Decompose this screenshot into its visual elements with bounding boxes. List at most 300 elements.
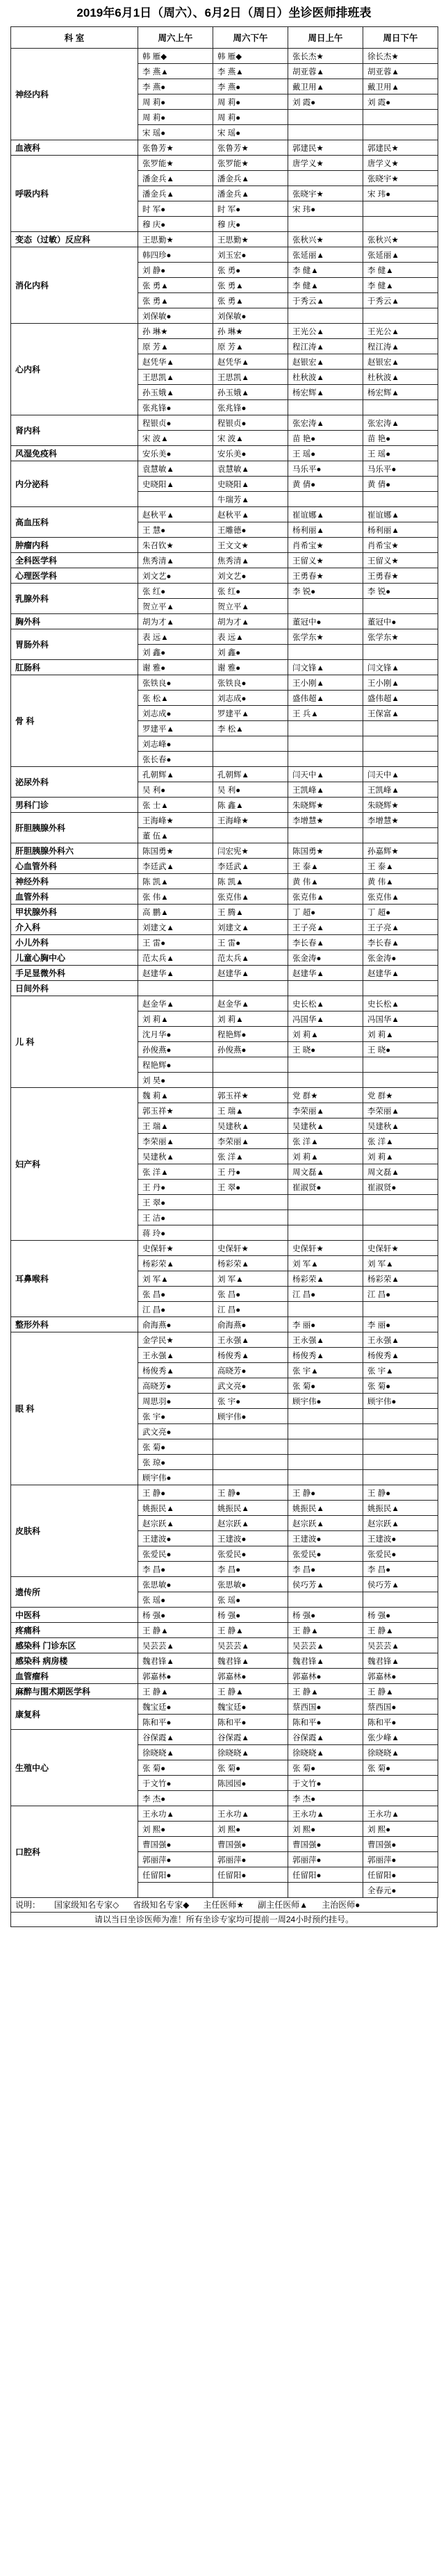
doctor-cell: 高 鹏▲ — [138, 905, 213, 920]
doctor-cell: 黄 倩● — [288, 477, 363, 492]
doctor-cell — [288, 1592, 363, 1608]
department-name: 泌尿外科 — [11, 767, 138, 798]
doctor-cell: 刘 鑫● — [138, 645, 213, 660]
department-name: 口腔科 — [11, 1806, 138, 1898]
doctor-cell: 谢 雅● — [213, 660, 288, 675]
doctor-cell: 杨彩荣▲ — [288, 1271, 363, 1287]
doctor-cell: 李增慧★ — [363, 813, 438, 828]
department-name: 皮肤科 — [11, 1485, 138, 1577]
doctor-cell: 于秀云▲ — [363, 293, 438, 308]
table-row — [11, 1608, 438, 1623]
doctor-cell: 魏君锋▲ — [138, 1653, 213, 1669]
doctor-cell: 杨彩荣▲ — [363, 1271, 438, 1287]
doctor-cell: 宋 瑶● — [213, 125, 288, 140]
doctor-cell: 杜秋波▲ — [288, 370, 363, 385]
doctor-cell: 赵银宏▲ — [363, 354, 438, 370]
doctor-cell — [363, 736, 438, 752]
doctor-cell: 赵建华▲ — [288, 966, 363, 981]
doctor-cell — [288, 645, 363, 660]
table-row — [11, 49, 438, 64]
doctor-cell: 张 菊● — [288, 1760, 363, 1776]
doctor-cell — [288, 125, 363, 140]
doctor-cell: 曹国强● — [363, 1837, 438, 1852]
doctor-cell: 王建波● — [138, 1531, 213, 1546]
doctor-cell: 李 松▲ — [213, 721, 288, 736]
legend-item: 主任医师★ — [203, 1900, 244, 1910]
doctor-cell: 张克伟▲ — [213, 889, 288, 905]
doctor-cell: 胡为才▲ — [213, 614, 288, 629]
doctor-cell: 崔淑贤● — [288, 1180, 363, 1195]
table-row — [11, 1332, 438, 1348]
department-name: 神经外科 — [11, 874, 138, 889]
doctor-cell — [138, 981, 213, 996]
table-row — [11, 889, 438, 905]
doctor-cell: 张 瑶● — [138, 1592, 213, 1608]
doctor-cell: 陈 鑫▲ — [213, 798, 288, 813]
doctor-cell — [288, 1210, 363, 1225]
doctor-cell: 赵宗跃▲ — [138, 1516, 213, 1531]
doctor-cell: 王 泰▲ — [363, 859, 438, 874]
table-row — [11, 614, 438, 629]
doctor-cell: 张学东★ — [363, 629, 438, 645]
doctor-cell — [363, 1302, 438, 1317]
doctor-cell — [363, 492, 438, 507]
doctor-cell: 王光公▲ — [288, 324, 363, 339]
doctor-cell: 范太兵▲ — [138, 950, 213, 966]
doctor-cell: 宋 玮● — [363, 186, 438, 201]
doctor-cell: 曹国强● — [288, 1837, 363, 1852]
doctor-cell — [363, 1455, 438, 1470]
doctor-cell: 吴建秋▲ — [138, 1149, 213, 1164]
doctor-cell: 陈 凯▲ — [138, 874, 213, 889]
doctor-cell: 李 健▲ — [288, 263, 363, 278]
doctor-cell: 张 松▲ — [138, 691, 213, 706]
doctor-cell: 刘建文▲ — [138, 920, 213, 935]
doctor-cell: 李廷武▲ — [213, 859, 288, 874]
doctor-cell: 刘 熙● — [213, 1822, 288, 1837]
doctor-cell — [213, 1057, 288, 1073]
doctor-cell: 郭建民★ — [363, 140, 438, 156]
doctor-cell — [213, 1225, 288, 1241]
doctor-cell: 于秀云▲ — [288, 293, 363, 308]
table-row — [11, 1485, 438, 1501]
table-row — [11, 843, 438, 859]
doctor-cell: 沈月华● — [138, 1027, 213, 1042]
legend-item: 省级知名专家◆ — [133, 1900, 190, 1910]
doctor-cell: 江 昌● — [288, 1287, 363, 1302]
doctor-cell: 侯巧芳▲ — [363, 1577, 438, 1592]
department-name: 生殖中心 — [11, 1730, 138, 1806]
doctor-cell — [363, 1195, 438, 1210]
doctor-cell: 张 勇▲ — [138, 293, 213, 308]
doctor-cell: 张长杰★ — [288, 49, 363, 64]
table-row — [11, 1088, 438, 1103]
doctor-cell: 李 昌● — [288, 1562, 363, 1577]
doctor-cell: 马乐平● — [288, 461, 363, 477]
doctor-cell: 张克伟▲ — [288, 889, 363, 905]
department-name: 眼 科 — [11, 1332, 138, 1485]
doctor-cell: 时 军● — [213, 201, 288, 217]
doctor-cell: 顾宇伟● — [288, 1394, 363, 1409]
table-row — [11, 1577, 438, 1592]
doctor-cell: 武文亮● — [213, 1378, 288, 1394]
doctor-cell: 崔淑贤● — [363, 1180, 438, 1195]
department-name: 康复科 — [11, 1699, 138, 1730]
doctor-cell: 杨俊秀▲ — [213, 1348, 288, 1363]
doctor-cell: 张 菊● — [363, 1760, 438, 1776]
doctor-cell: 李增慧★ — [288, 813, 363, 828]
doctor-cell — [288, 1195, 363, 1210]
doctor-cell: 闫文锋▲ — [288, 660, 363, 675]
department-name: 变态（过敏）反应科 — [11, 232, 138, 247]
department-name: 风湿免疫科 — [11, 446, 138, 461]
department-name: 血液科 — [11, 140, 138, 156]
doctor-cell: 刘 熙● — [288, 1822, 363, 1837]
doctor-cell: 董冠中● — [363, 614, 438, 629]
doctor-cell: 杨 强● — [288, 1608, 363, 1623]
doctor-cell: 王 翠● — [213, 1180, 288, 1195]
doctor-cell: 闫宏宪★ — [213, 843, 288, 859]
doctor-cell: 王 瑶● — [288, 446, 363, 461]
department-name: 儿 科 — [11, 996, 138, 1088]
doctor-cell: 唐学义★ — [288, 156, 363, 171]
doctor-cell: 张思敏● — [138, 1577, 213, 1592]
table-row — [11, 538, 438, 553]
doctor-cell: 王 雷● — [213, 935, 288, 950]
doctor-cell — [288, 1424, 363, 1439]
department-name: 胸外科 — [11, 614, 138, 629]
doctor-cell — [363, 1057, 438, 1073]
department-name: 遗传所 — [11, 1577, 138, 1608]
doctor-cell: 张 士▲ — [138, 798, 213, 813]
table-row — [11, 675, 438, 691]
doctor-cell: 孔朝辉▲ — [213, 767, 288, 782]
department-name: 儿童心胸中心 — [11, 950, 138, 966]
doctor-cell — [213, 1439, 288, 1455]
doctor-cell: 张 勇▲ — [213, 293, 288, 308]
doctor-cell — [363, 828, 438, 843]
doctor-cell: 王 瑞▲ — [213, 1103, 288, 1118]
doctor-cell: 张 琼● — [138, 1455, 213, 1470]
doctor-cell: 吴建秋▲ — [363, 1118, 438, 1134]
legend — [10, 1898, 438, 1913]
doctor-cell: 王永功▲ — [213, 1806, 288, 1822]
doctor-cell: 刘建文▲ — [213, 920, 288, 935]
doctor-cell: 董冠中● — [288, 614, 363, 629]
department-name: 小儿外科 — [11, 935, 138, 950]
department-name: 消化内科 — [11, 247, 138, 324]
doctor-cell — [288, 1455, 363, 1470]
doctor-cell: 苗 艳● — [288, 431, 363, 446]
doctor-cell: 张 宇▲ — [363, 1363, 438, 1378]
table-row — [11, 1806, 438, 1822]
table-row — [11, 996, 438, 1012]
doctor-cell: 孙 琳★ — [138, 324, 213, 339]
doctor-cell — [213, 1455, 288, 1470]
doctor-cell: 王 丹● — [138, 1180, 213, 1195]
doctor-cell: 任留阳● — [213, 1867, 288, 1883]
table-row — [11, 568, 438, 584]
doctor-cell: 张少峰▲ — [363, 1730, 438, 1745]
table-row — [11, 935, 438, 950]
doctor-cell: 原 芳▲ — [213, 339, 288, 354]
doctor-cell: 陈和平● — [288, 1715, 363, 1730]
doctor-cell: 任留阳● — [138, 1867, 213, 1883]
header-sat-pm: 周六下午 — [213, 27, 288, 49]
doctor-cell — [363, 1073, 438, 1088]
doctor-cell: 刘 莉▲ — [288, 1027, 363, 1042]
doctor-cell: 肖希宝★ — [288, 538, 363, 553]
department-name: 甲状腺外科 — [11, 905, 138, 920]
doctor-cell: 王勇春★ — [363, 568, 438, 584]
doctor-cell: 张 红● — [213, 584, 288, 599]
doctor-cell — [213, 1424, 288, 1439]
doctor-cell — [288, 1439, 363, 1455]
doctor-cell: 袁慧敏▲ — [138, 461, 213, 477]
doctor-cell: 刘 莉▲ — [363, 1149, 438, 1164]
doctor-cell — [288, 736, 363, 752]
doctor-cell: 李 燕● — [213, 79, 288, 94]
doctor-cell: 张 勇▲ — [138, 278, 213, 293]
doctor-cell: 王永强▲ — [288, 1332, 363, 1348]
department-name: 麻醉与围术期医学科 — [11, 1684, 138, 1699]
doctor-cell: 冯国华▲ — [288, 1012, 363, 1027]
doctor-cell: 王思凯▲ — [138, 370, 213, 385]
doctor-cell: 王小刚▲ — [363, 675, 438, 691]
doctor-cell: 焦秀清▲ — [138, 553, 213, 568]
doctor-cell: 陈国勇★ — [138, 843, 213, 859]
doctor-cell: 张兆锋● — [138, 400, 213, 415]
doctor-cell: 张罗能★ — [213, 156, 288, 171]
doctor-cell: 徐晓晓▲ — [363, 1745, 438, 1760]
table-row — [11, 813, 438, 828]
table-row — [11, 584, 438, 599]
doctor-cell: 闫文锋▲ — [363, 660, 438, 675]
doctor-cell: 赵银宏▲ — [288, 354, 363, 370]
doctor-cell: 王 静▲ — [288, 1684, 363, 1699]
table-row — [11, 920, 438, 935]
table-row — [11, 767, 438, 782]
doctor-cell: 程艳辉● — [138, 1057, 213, 1073]
doctor-cell: 刘 静● — [138, 263, 213, 278]
doctor-cell: 吴建秋▲ — [288, 1118, 363, 1134]
doctor-cell: 俞海燕● — [138, 1317, 213, 1332]
doctor-cell: 李 丽● — [288, 1317, 363, 1332]
table-row — [11, 874, 438, 889]
doctor-cell: 王永功▲ — [288, 1806, 363, 1822]
doctor-cell: 张铁良● — [213, 675, 288, 691]
doctor-cell: 孙玉娥▲ — [213, 385, 288, 400]
doctor-cell: 王凯峰▲ — [363, 782, 438, 798]
doctor-cell: 李 杰● — [288, 1791, 363, 1806]
doctor-cell: 王子亮▲ — [363, 920, 438, 935]
doctor-cell: 王留义★ — [288, 553, 363, 568]
doctor-cell — [288, 1409, 363, 1424]
department-name: 疼痛科 — [11, 1623, 138, 1638]
doctor-cell: 王 丹● — [213, 1164, 288, 1180]
doctor-cell: 张爱民● — [363, 1546, 438, 1562]
doctor-cell: 孙玉娥▲ — [138, 385, 213, 400]
doctor-cell — [363, 400, 438, 415]
doctor-cell: 范太兵▲ — [213, 950, 288, 966]
department-name: 心理医学科 — [11, 568, 138, 584]
department-name: 介入科 — [11, 920, 138, 935]
doctor-cell: 王 泰▲ — [288, 859, 363, 874]
doctor-cell: 周 莉● — [213, 94, 288, 110]
doctor-cell: 王永强▲ — [363, 1332, 438, 1348]
doctor-cell: 王 晓● — [288, 1042, 363, 1057]
doctor-cell — [363, 1470, 438, 1485]
doctor-cell: 魏君锋▲ — [363, 1653, 438, 1669]
table-row — [11, 232, 438, 247]
doctor-cell — [213, 1210, 288, 1225]
department-name: 心内科 — [11, 324, 138, 415]
doctor-cell: 李 燕▲ — [138, 64, 213, 79]
department-name: 肿瘤内科 — [11, 538, 138, 553]
table-row — [11, 1669, 438, 1684]
doctor-cell: 王 腾▲ — [213, 905, 288, 920]
doctor-cell: 刘 莉▲ — [363, 1027, 438, 1042]
doctor-cell: 张 伟▲ — [138, 889, 213, 905]
doctor-cell: 史保轩★ — [363, 1241, 438, 1256]
doctor-cell: 侯巧芳▲ — [288, 1577, 363, 1592]
department-name: 高血压科 — [11, 507, 138, 538]
doctor-cell: 宋 波▲ — [138, 431, 213, 446]
department-name: 肝胆胰腺外科 — [11, 813, 138, 843]
doctor-cell — [213, 1883, 288, 1898]
doctor-cell: 朱召钦★ — [138, 538, 213, 553]
doctor-cell: 全春元● — [363, 1883, 438, 1898]
doctor-cell: 赵金华▲ — [138, 996, 213, 1012]
header-sun-am: 周日上午 — [288, 27, 363, 49]
doctor-cell: 杨俊秀▲ — [363, 1348, 438, 1363]
table-row — [11, 247, 438, 263]
doctor-cell: 王 静▲ — [138, 1684, 213, 1699]
doctor-cell: 王 静● — [213, 1485, 288, 1501]
doctor-cell: 王 静▲ — [288, 1623, 363, 1638]
doctor-cell: 金学民★ — [138, 1332, 213, 1348]
table-row — [11, 461, 438, 477]
doctor-cell: 潘金兵▲ — [213, 171, 288, 186]
doctor-cell — [288, 752, 363, 767]
doctor-cell — [363, 645, 438, 660]
doctor-cell: 崔谊娜▲ — [363, 507, 438, 522]
doctor-cell: 程江涛▲ — [288, 339, 363, 354]
doctor-cell: 韩 雁◆ — [213, 49, 288, 64]
doctor-cell — [288, 1073, 363, 1088]
doctor-cell: 郭玉祥★ — [138, 1103, 213, 1118]
doctor-cell: 张 宇● — [213, 1394, 288, 1409]
doctor-cell: 孙嘉辉★ — [363, 843, 438, 859]
doctor-cell: 姚振民▲ — [363, 1501, 438, 1516]
doctor-cell: 李荣丽▲ — [288, 1103, 363, 1118]
doctor-cell: 王思勤★ — [138, 232, 213, 247]
doctor-cell: 王永强▲ — [138, 1348, 213, 1363]
doctor-cell: 刘 军▲ — [138, 1271, 213, 1287]
doctor-cell: 程艳辉● — [213, 1027, 288, 1042]
doctor-cell: 苗 艳● — [363, 431, 438, 446]
doctor-cell: 赵凭华▲ — [138, 354, 213, 370]
doctor-cell — [288, 1225, 363, 1241]
doctor-cell: 时 军● — [138, 201, 213, 217]
doctor-cell — [363, 1225, 438, 1241]
doctor-cell: 王 瑶● — [363, 446, 438, 461]
department-name: 乳腺外科 — [11, 584, 138, 614]
doctor-cell: 赵宗跃▲ — [363, 1516, 438, 1531]
doctor-cell: 王小刚▲ — [288, 675, 363, 691]
doctor-cell: 胡亚蓉▲ — [288, 64, 363, 79]
doctor-cell: 赵建华▲ — [213, 966, 288, 981]
doctor-cell: 宋 瑶● — [138, 125, 213, 140]
doctor-cell: 赵秋平▲ — [138, 507, 213, 522]
doctor-cell: 张金涛● — [363, 950, 438, 966]
doctor-cell: 杜秋波▲ — [363, 370, 438, 385]
doctor-cell: 陈和平● — [138, 1715, 213, 1730]
doctor-cell: 王建波● — [213, 1531, 288, 1546]
doctor-cell: 吴 利● — [213, 782, 288, 798]
department-name: 妇产科 — [11, 1088, 138, 1241]
doctor-cell: 杨 强● — [138, 1608, 213, 1623]
doctor-cell: 刘 莉▲ — [213, 1012, 288, 1027]
doctor-cell: 姚振民▲ — [138, 1501, 213, 1516]
doctor-cell — [288, 1057, 363, 1073]
doctor-cell: 原 芳▲ — [138, 339, 213, 354]
doctor-cell: 胡亚蓉▲ — [363, 64, 438, 79]
department-name: 耳鼻喉科 — [11, 1241, 138, 1317]
doctor-cell: 谢 雅● — [138, 660, 213, 675]
doctor-cell: 张爱民● — [213, 1546, 288, 1562]
doctor-cell: 吴芸芸▲ — [363, 1638, 438, 1653]
doctor-cell: 刘保敏● — [213, 308, 288, 324]
doctor-cell: 李荣丽▲ — [138, 1134, 213, 1149]
doctor-cell: 宋 波▲ — [213, 431, 288, 446]
doctor-cell: 张 瑶● — [213, 1592, 288, 1608]
doctor-cell: 徐晓晓▲ — [213, 1745, 288, 1760]
doctor-cell: 吴建秋▲ — [213, 1118, 288, 1134]
doctor-cell: 张鲁芳★ — [213, 140, 288, 156]
doctor-cell: 周 莉● — [138, 94, 213, 110]
doctor-cell: 魏宝廷● — [138, 1699, 213, 1715]
doctor-cell: 陈园园● — [213, 1776, 288, 1791]
doctor-cell: 史晓阳▲ — [138, 477, 213, 492]
doctor-cell: 张 菊● — [213, 1760, 288, 1776]
department-name: 感染科 门诊东区 — [11, 1638, 138, 1653]
doctor-cell: 张 红● — [138, 584, 213, 599]
doctor-cell: 闫天中▲ — [363, 767, 438, 782]
department-name: 骨 科 — [11, 675, 138, 767]
doctor-cell — [363, 752, 438, 767]
doctor-cell: 王 静▲ — [213, 1623, 288, 1638]
doctor-cell: 陈和平● — [213, 1715, 288, 1730]
doctor-cell: 任留阳● — [363, 1867, 438, 1883]
table-row — [11, 507, 438, 522]
doctor-cell: 魏宝廷● — [213, 1699, 288, 1715]
doctor-cell: 郭建民★ — [288, 140, 363, 156]
doctor-cell: 孔朝辉▲ — [138, 767, 213, 782]
doctor-cell: 徐晓晓▲ — [288, 1745, 363, 1760]
doctor-cell — [288, 400, 363, 415]
doctor-cell: 贺立平▲ — [213, 599, 288, 614]
doctor-cell: 杨宏辉▲ — [288, 385, 363, 400]
doctor-cell: 王 洁● — [138, 1210, 213, 1225]
department-name: 整形外科 — [11, 1317, 138, 1332]
doctor-cell: 张延丽▲ — [363, 247, 438, 263]
doctor-cell: 周思羽● — [138, 1394, 213, 1409]
table-row — [11, 1730, 438, 1745]
page-title: 2019年6月1日（周六）、6月2日（周日）坐诊医师排班表 — [76, 6, 372, 19]
doctor-cell: 王 静▲ — [363, 1684, 438, 1699]
doctor-cell: 王 静● — [288, 1485, 363, 1501]
